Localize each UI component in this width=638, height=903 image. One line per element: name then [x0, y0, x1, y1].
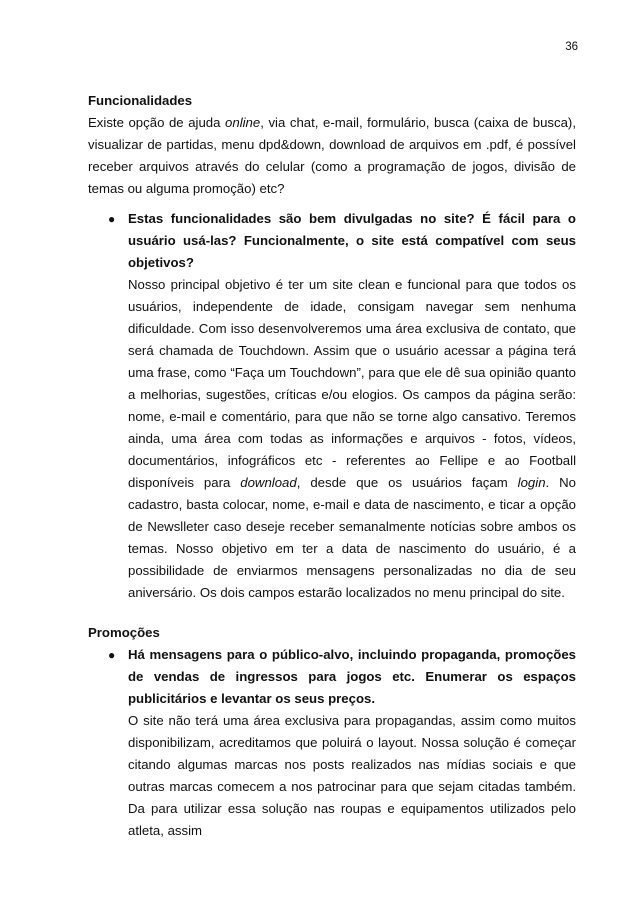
question-text: Estas funcionalidades são bem divulgadas no site? É fácil para o usuário usá-las? Funcionalmente, o site está compatível com seus objetivos? — [128, 211, 576, 270]
question-list — [88, 644, 576, 842]
answer-text: Nosso principal objetivo é ter um site clean e funcional para que todos os usuários, independente de idade, consigam navegar sem nenhuma dificuldade. Com isso desenvolveremos uma área exclusiva de contato, que será chamada de Touchdown. Assim que o usuário acessar a página terá uma frase, como “Faça um Touchdown”, para que ele dê sua opinião quanto a melhorias, sugestões, críticas e/ou elogios. Os campos da página serão: nome, e-mail e comentário, para que não se torne algo cansativo. Teremos ainda, uma área com todas as informações e arquivos - fotos, vídeos, documentários, infográficos etc - referentes ao Fellipe e ao Football disponíveis para — [128, 277, 576, 490]
answer-paragraph — [128, 274, 576, 604]
section-promocoes — [88, 622, 576, 842]
section-heading: Promoções — [88, 625, 160, 640]
intro-text-cont: , via chat, e-mail, formulário, busca (caixa de busca), visualizar de partidas, menu dpd&down, download de arquivos em .pdf, é possível receber arquivos através do celular (como a programação de jogos, divisão de temas ou alguma promoção) etc? — [88, 115, 576, 196]
bullet-icon: ● — [108, 648, 116, 662]
bullet-icon: ● — [108, 212, 116, 226]
section-heading: Funcionalidades — [88, 93, 193, 108]
document-body — [88, 90, 576, 842]
intro-paragraph — [88, 112, 576, 200]
intro-text: Existe opção de ajuda — [88, 115, 226, 130]
list-item — [88, 644, 576, 842]
list-item — [88, 208, 576, 604]
answer-paragraph: O site não terá uma área exclusiva para propagandas, assim como muitos disponibilizam, acreditamos que poluirá o layout. Nossa solução é começar citando algumas marcas nos posts realizados nas mídias sociais e que outras marcas comecem a nos patrocinar para que sejam citadas também. Da para utilizar essa solução nas roupas e equipamentos utilizados pelo atleta, assim — [128, 713, 576, 838]
answer-emphasis: download — [240, 475, 297, 490]
question-list — [88, 208, 576, 604]
answer-emphasis-login: login — [517, 475, 546, 490]
question-text: Há mensagens para o público-alvo, incluindo propaganda, promoções de vendas de ingressos para jogos etc. Enumerar os espaços publicitários e levantar os seus preços. — [128, 647, 576, 706]
answer-text-end: . No cadastro, basta colocar, nome, e-mail e data de nascimento, e ticar a opção de Newslleter caso deseje receber semanalmente notícias sobre ambos os temas. Nosso objetivo em ter a data de nascimento do usuário, é a possibilidade de enviarmos mensagens personalizadas no dia de seu aniversário. Os dois campos estarão localizados no menu principal do site. — [128, 475, 577, 600]
intro-emphasis: online — [225, 115, 261, 130]
section-funcionalidades — [88, 90, 576, 604]
page-number: 36 — [565, 41, 578, 53]
answer-text-cont: , desde que os usuários façam — [296, 475, 518, 490]
